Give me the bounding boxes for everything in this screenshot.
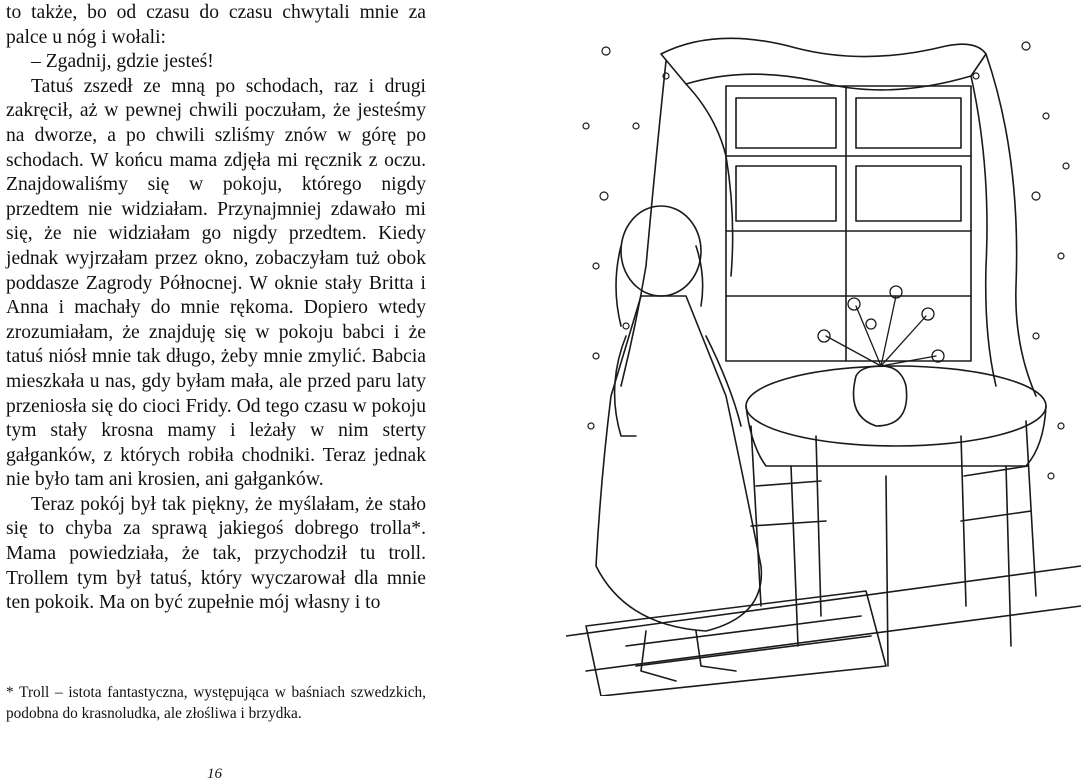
girl-figure (596, 206, 761, 681)
wallpaper-flowers (583, 42, 1069, 479)
chair (961, 421, 1036, 606)
chair (751, 426, 826, 616)
text-page (0, 0, 440, 784)
illustration (566, 6, 1081, 696)
paragraph: – Zgadnij, gdzie jesteś! (31, 51, 214, 73)
paragraph: to także, bo od czasu do czasu chwytali mnie za palce u nóg i wołali: (6, 2, 426, 48)
window (726, 86, 971, 361)
table-top (746, 366, 1046, 446)
paragraph: Teraz pokój był tak piękny, że myślałam, że stało się to chyba za sprawą jakiegoś dobrego trolla*. Mama powiedziała, że tak, przychodził tu troll. Trollem tym był tatuś, który wyczarował dla mnie ten pokoik. Ma on być zupełnie mój własny i to (6, 493, 426, 614)
valance (661, 38, 986, 90)
page-number: 16 (207, 766, 222, 782)
paragraph: Tatuś zszedł ze mną po schodach, raz i drugi zakręcił, aż w pewnej chwili poczułam, że jesteśmy na dworze, a po chwili szliśmy znów w górę po schodach. W końcu mama zdjęła mi ręcznik z oczu. Znajdowaliśmy się w pokoju, którego nigdy przedtem nie widziałam. Przynajmniej zdawało mi się, że nie widziałam go nigdy przedtem. Kiedy jednak wyjrzałam przez okno, zobaczyłam tuż obok poddasze Zagrody Północnej. W oknie stały Britta i Anna i machały do mnie rękoma. Dopiero wtedy zrozumiałam, że znajduję się w pokoju babci i że tatuś niósł mnie tak długo, żeby mnie zmylić. Babcia mieszkała u nas, gdy byłam mała, ale przed paru laty przeniosła się do cioci Fridy. Od tego czasu w pokoju tym stały krosna mamy i leżały w nim sterty gałganków, z których robiła chodniki. Teraz jednak nie było tam ani krosien, ani gałganków. (6, 75, 426, 491)
body-text (6, 1, 426, 616)
footnote: * Troll – istota fantastyczna, występująca w baśniach szwedzkich, podobna do krasnoludka, ale złośliwa i brzydka. (6, 684, 426, 722)
vase (854, 366, 907, 426)
